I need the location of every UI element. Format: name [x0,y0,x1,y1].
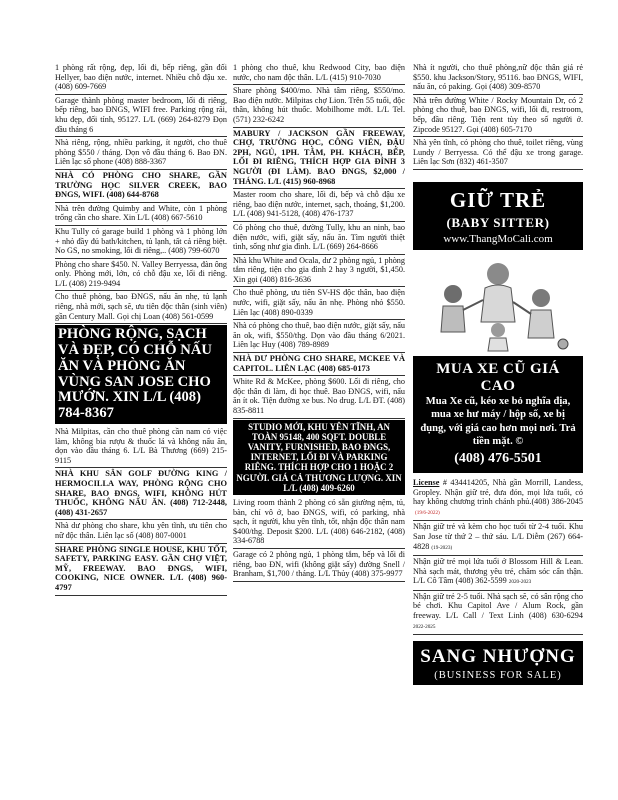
ad-text: # 434414205, Nhà gần Morrill, Landess, Gropley. Nhận giữ trẻ, đưa đón, mọi lứa tuổi, có hay không chương trình chánh phủ.(408) 386-2045 [413,477,583,507]
date-stamp: 2022-2025 [413,623,436,630]
babysitter-ad [413,556,583,591]
kids-playing-icon [423,252,573,352]
listing-ad-bold: SHARE PHÒNG SINGLE HOUSE, KHU TỐT, SAFETY, PARKING EASY. GẦN CHỢ VIỆT, MỸ, FREEWAY. BAO ĐNGS, WIFI, COOKING, NICE OWNER. L/L (408) 960-4797 [55,544,227,596]
listing-ad: Share phòng $400/mo. Nhà tâm riêng, $550/mo. Bao điện nước. Milpitas chợ Lion. Trên 55 tuổi, độc thân, không hút thuốc. Mobilhome mới. L/L Tel. (571) 232-6242 [233,85,405,127]
listing-ad: Living room thành 2 phòng có sẵn giường nệm, tủ, bàn, chỉ vô ở, bao ĐNGS, wifi, có parking, nhà sạch, ít người, khu yên tĩnh, tốt, nhận độc thân nam $400/thg. Deposit $200. L/L (408) 646-2182, (408) 334-6788 [233,497,405,549]
car-ad-heading: MUA XE CŨ GIÁ CAO [436,360,560,394]
listing-ad: Nhà trên đường Quimby and White, còn 1 phòng trống cần cho share. Xin L/L (408) 667-5610 [55,203,227,226]
car-ad-phone: (408) 476-5501 [454,450,542,466]
banner-subtitle: (BABY SITTER) [446,214,550,230]
business-for-sale-banner [413,641,583,685]
website-link[interactable]: www.ThangMoCali.com [443,232,553,245]
listing-ad: Garage thành phòng master bedroom, lối đi riêng, bếp riêng, bao ĐNGS, WIFI free. Parking rộng rãi, khu đẹp, đối tỉnh, 95127. L/L (669) 264-8279 Đọn đầu tháng 6 [55,95,227,137]
car-ad-body: Mua Xe cũ, kéo xe bỏ nghĩa địa, mua xe hư máy / hộp số, xe bị đụng, với giá cao hơn mọi nơi. Trả tiền mặt. © [420,395,576,448]
listing-ad: Master room cho share, lối đi, bếp và chỗ đậu xe riêng, bao điện nước, internet, sạch, thoáng, $1,200. L/L (408) 941-5128, (408) 476-1737 [233,189,405,222]
babysitter-ad [413,591,583,635]
ad-text: Nhận giữ trẻ 2-5 tuổi. Nhà sạch sẽ, có sân rộng cho bé chơi. Khu Capitol Ave / Alum Rock, gần freeway. L/L Call / Text Linh (408) 630-6294 [413,591,583,621]
listing-ad-bold: NHÀ DƯ PHÒNG CHO SHARE, MCKEE VÀ CAPITOL. LIÊN LẠC (408) 685-0173 [233,353,405,376]
banner-title: SANG NHƯỢNG [420,646,576,668]
listing-ad-bold: MABURY / JACKSON GẦN FREEWAY, CHỢ, TRƯỜNG HỌC, CÔNG VIÊN, ĐẬU 2PH, NGỦ, 1PH. TẮM, PH. KHÁCH, BẾP, LỐI ĐI RIÊNG, THÍCH HỢP GIA ĐÌNH 3 NGƯỜI (ĐI LÀM). BAO ĐNGS, $2,000 / THÁNG. L/L (415) 960-8968 [233,128,405,190]
listing-ad: Nhà dư phòng cho share, khu yên tĩnh, ưu tiên cho nữ độc thân. Liên lạc số (408) 807-0001 [55,520,227,543]
listing-ad: Nhà riêng, rộng, nhiều parking, ít người, cho thuê phòng $550 / tháng. Dọn vô đầu tháng 6. Bao ĐN. Liên lạc số phone (408) 888-3367 [55,137,227,170]
date-stamp: (19/6-2022) [415,509,440,516]
listing-ad: Nhà yên tĩnh, có phòng cho thuê, toilet riêng, vùng Lundy / Berryessa. Có thể đậu xe trong garage. Liên lạc Sơn (832) 461-3507 [413,137,583,170]
date-stamp: 2020-2023 [508,579,532,586]
featured-ad-room: PHÒNG RỘNG, SẠCH VÀ ĐẸP, CÓ CHỖ NẤU ĂN VÀ PHÒNG ĂN VÙNG SAN JOSE CHO MƯỚN. XIN L/L (408) 784-8367 [55,325,227,424]
date-stamp: (19-2023) [431,544,453,551]
listing-ad: 1 phòng cho thuê, khu Redwood City, bao điện nước, cho nam độc thân. L/L (415) 910-7030 [233,62,405,85]
listing-ad: Cho thuê phòng, ưu tiên SV-HS độc thân, bao điện nước, wifi, giặt sấy, nấu ăn nhẹ. Phòng nhỏ $550. Liên lạc (408) 890-0339 [233,287,405,320]
featured-ad-studio: STUDIO MỚI, KHU YÊN TĨNH, AN TOÀN 95148, 400 SQFT. DOUBLE VANITY, FURNISHED, BAO ĐNGS, INTERNET, LỐI ĐI VÀ PARKING RIÊNG. THÍCH HỢP CHO 1 HOẶC 2 NGƯỜI. GIÁ CẢ THƯƠNG LƯỢNG. XIN L/L (408) 409-6260 [233,420,405,495]
listing-ad: Có phòng cho thuê, đường Tully, khu an ninh, bao điện nước, wifi, giặt sấy, nấu ăn. Tìm người thiệt tình, sống như gia đình. L/L (669) 264-8666 [233,222,405,255]
babysitter-ad [413,521,583,556]
listing-ad: White Rd & McKee, phòng $600. Lối đi riêng, cho độc thân đi làm, đi học thuê. Bao ĐNGS, wifi, nấu ăn ít ok. Tiện đường xe bus. No drug. L/L ĐT. (408) 835-8811 [233,376,405,418]
listing-ad: Nhà trên đường White / Rocky Mountain Dr, có 2 phòng cho thuê, bao ĐNGS, wifi, lối đi, restroom, bếp, đầu riêng. Tiện rent tùy theo số người ở. Zipcode 95127. Gọi (408) 605-7170 [413,95,583,137]
listing-ad-bold: NHÀ KHU SÂN GOLF ĐƯỜNG KING / HERMOCILLA WAY, PHÒNG RỘNG CHO SHARE, BAO ĐNGS, WIFI, KHÔNG HÚT THUỐC, KHÔNG NẤU ĂN. (408) 712-2448, (408) 431-2657 [55,468,227,520]
listing-ad: Nhà có phòng cho thuê, bao điện nước, giặt sấy, nấu ăn ok, wifi, $550/thg. Dọn vào đầu tháng 6/2021. Liên lạc Huy (408) 789-8989 [233,320,405,353]
listing-ad: 1 phòng rất rộng, đẹp, lối đi, bếp riêng, gần đối Hellyer, bao điện nước, internet. Nhiều chỗ đậu xe. (408) 609-7669 [55,62,227,95]
banner-title: GIỮ TRẺ [449,187,547,212]
listing-ad: Cho thuê phòng, bao ĐNGS, nấu ăn nhẹ, tủ lạnh riêng, nhà mới, sạch sẽ, ưu tiên độc thân (sinh viên) gần Century Mall. Gọi chị Loan (408) 561-0599 [55,291,227,324]
baby-sitter-banner [413,182,583,250]
banner-subtitle: (BUSINESS FOR SALE) [434,670,562,682]
listing-ad: Garage có 2 phòng ngủ, 1 phòng tắm, bếp và lối đi riêng, bao ĐN, wifi (không giặt sấy) đường Snell / Branham, $1,700 / tháng. L/L Thủy (408) 375-9977 [233,549,405,582]
listing-ad: Phòng cho share $450. N. Valley Berryessa, đàn ông only. Phòng mới, lớn, có chỗ đậu xe, lối đi riêng. L/L (408) 219-9494 [55,259,227,292]
license-label: License [413,477,440,487]
classifieds-column-2 [233,62,405,582]
listing-ad: Nhà ít người, cho thuê phòng,nữ độc thân giá rẻ $550. khu Jackson/Story, 95116. bao ĐNGS, WIFI, nấu ăn, có paking. Gọi (408) 309-8570 [413,62,583,95]
children-illustration [413,250,583,354]
listing-ad: Nhà Milpitas, cần cho thuê phòng cần nam có việc làm, không bia rượu & thuốc lá và không nấu ăn, dọn vào đầu tháng 6. L/L Bà Thương (669) 215-9115 [55,426,227,468]
listing-ad: Khu Tully có garage build 1 phòng và 1 phòng lớn + nhỏ đầy đủ bath/kitchen, tủ lạnh, tất cả riêng biệt. No GS, no smoking, lối đi riêng,.. (408) 799-6070 [55,226,227,259]
ad-text: Nhận giữ trẻ mọi lứa tuổi ở Blossom Hill & Lean. Nhà sạch mát, thương yêu trẻ, chăm sóc cẩn thận. L/L Cô Tâm (408) 362-5599 [413,557,583,586]
listing-ad: Nhà khu White and Ocala, dư 2 phòng ngủ, 1 phòng tắm riêng, tiện cho gia đình 2 hay 3 người, $1,450. Xin gọi (408) 816-3636 [233,255,405,288]
listing-ad-bold: NHÀ CÓ PHÒNG CHO SHARE, GẦN TRƯỜNG HỌC SILVER CREEK, BAO ĐNGS, WIFI. (408) 644-8768 [55,170,227,203]
babysitter-ad [413,477,583,521]
classifieds-column-1 [55,62,227,596]
ad-text: Nhận giữ trẻ và kèm cho học tuổi từ 2-4 tuổi. Khu San Jose từ thứ 2 – thứ sáu. L/L Diễm (267) 664-4828 [413,522,583,551]
used-car-ad [413,356,583,473]
classifieds-column-3 [413,62,583,685]
